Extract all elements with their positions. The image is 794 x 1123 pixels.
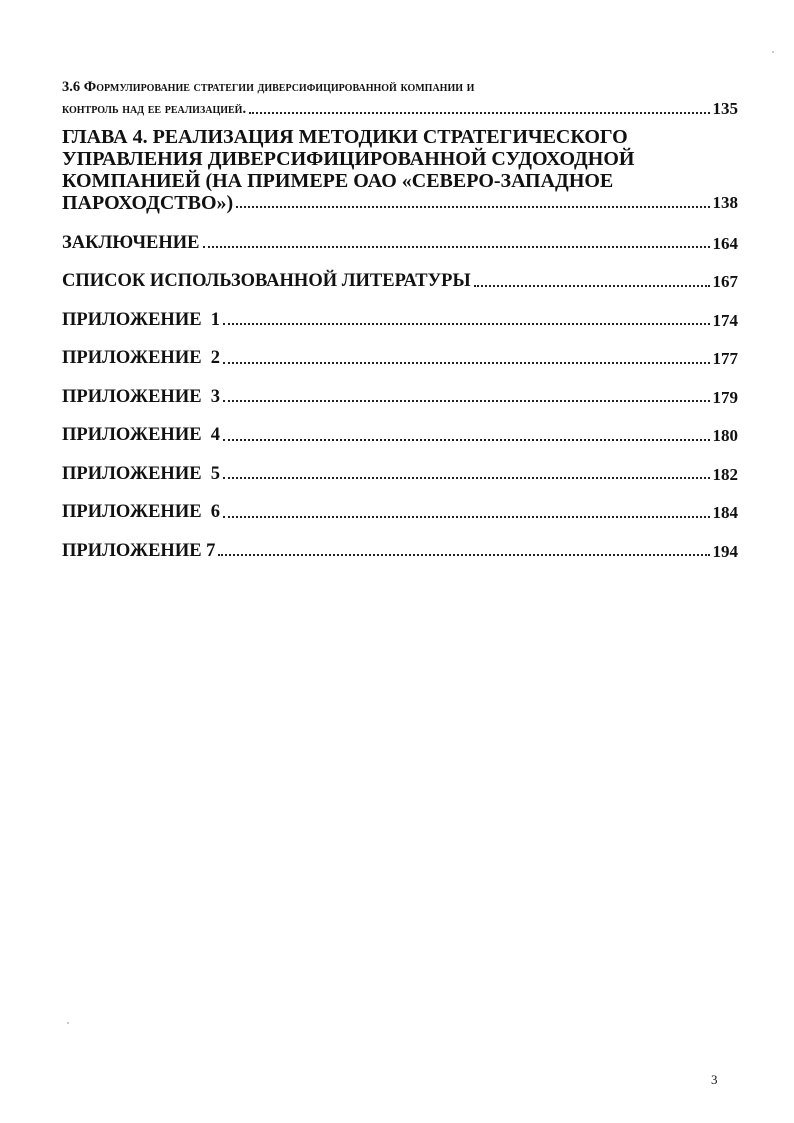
dot-leader [223, 516, 709, 518]
toc-entry-last-line: контроль над ее реализацией. [62, 101, 247, 117]
dot-leader [474, 285, 710, 287]
dot-leader [203, 246, 710, 248]
toc-entry-label: ПРИЛОЖЕНИЕ 2 [62, 348, 221, 369]
toc-page-number: 184 [712, 503, 738, 523]
toc-page-number: 194 [712, 541, 738, 561]
toc-entry-chapter-4[interactable] [62, 126, 738, 214]
toc-entry-label: ПРИЛОЖЕНИЕ 4 [62, 425, 221, 446]
toc-page-number: 179 [712, 387, 738, 407]
toc-entry-appendix-7[interactable] [62, 532, 738, 571]
toc-entry-line: КОМПАНИЕЙ (НА ПРИМЕРЕ ОАО «СЕВЕРО-ЗАПАДНОЕ [62, 170, 614, 192]
toc-entry-label: ПРИЛОЖЕНИЕ 6 [62, 502, 221, 523]
toc-entry-bibliography[interactable] [62, 263, 738, 302]
toc-page-number: 182 [712, 464, 738, 484]
toc-entry-appendix-1[interactable] [62, 301, 738, 340]
toc-entry-appendix-3[interactable] [62, 378, 738, 417]
toc-entry-appendix-4[interactable] [62, 417, 738, 456]
dot-leader [218, 554, 709, 556]
toc-entry-appendix-2[interactable] [62, 340, 738, 379]
scan-speck [67, 1022, 69, 1024]
toc-page-number: 180 [712, 426, 738, 446]
toc-entry-line: ГЛАВА 4. РЕАЛИЗАЦИЯ МЕТОДИКИ СТРАТЕГИЧЕСКОГО [62, 126, 628, 148]
dot-leader [236, 206, 709, 208]
toc-entry-line: УПРАВЛЕНИЯ ДИВЕРСИФИЦИРОВАННОЙ СУДОХОДНОЙ [62, 148, 635, 170]
toc-page-number: 164 [712, 233, 738, 253]
toc-entry-line: 3.6 Формулирование стратегии диверсифицированной компании и [62, 79, 475, 95]
toc-entry-section-3-6[interactable] [62, 76, 738, 120]
toc-entry-label: ПРИЛОЖЕНИЕ 1 [62, 309, 221, 330]
toc-entry-label: ПРИЛОЖЕНИЕ 7 [62, 540, 216, 561]
dot-leader [223, 323, 709, 325]
dot-leader [223, 400, 709, 402]
table-of-contents [62, 76, 738, 571]
toc-entry-label: ПРИЛОЖЕНИЕ 3 [62, 386, 221, 407]
dot-leader [249, 112, 709, 114]
dot-leader [223, 477, 709, 479]
toc-entry-label: ЗАКЛЮЧЕНИЕ [62, 232, 200, 253]
toc-entry-last-line: ПАРОХОДСТВО») [62, 192, 234, 214]
toc-page-number: 167 [712, 272, 738, 292]
dot-leader [223, 439, 709, 441]
toc-page-number: 177 [712, 349, 738, 369]
toc-entry-label: СПИСОК ИСПОЛЬЗОВАННОЙ ЛИТЕРАТУРЫ [62, 271, 471, 292]
dot-leader [223, 362, 709, 364]
page-number: 3 [711, 1072, 718, 1087]
toc-page-number: 135 [712, 99, 738, 118]
toc-entry-appendix-6[interactable] [62, 494, 738, 533]
toc-page-number: 138 [712, 193, 738, 212]
toc-entry-conclusion[interactable] [62, 224, 738, 263]
scan-speck [772, 51, 774, 53]
toc-entry-label: ПРИЛОЖЕНИЕ 5 [62, 463, 221, 484]
toc-entry-appendix-5[interactable] [62, 455, 738, 494]
toc-page-number: 174 [712, 310, 738, 330]
